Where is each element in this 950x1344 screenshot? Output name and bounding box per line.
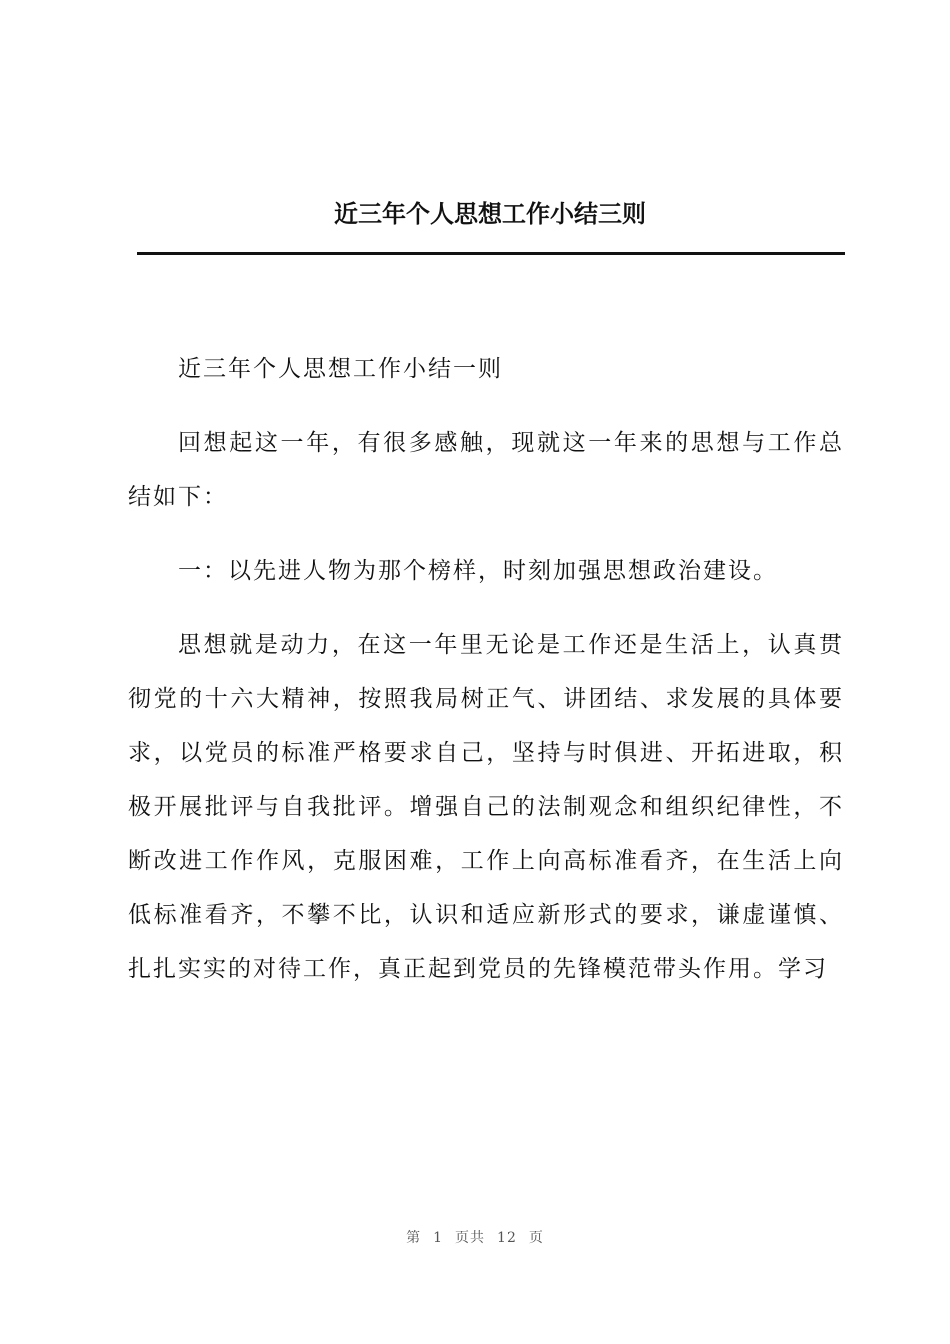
footer-mid: 页共 <box>455 1230 486 1246</box>
document-title: 近三年个人思想工作小结三则 <box>334 199 646 228</box>
section-heading: 近三年个人思想工作小结一则 <box>178 356 503 382</box>
total-pages-number: 12 <box>497 1230 517 1246</box>
point-heading: 一：以先进人物为那个榜样，时刻加强思想政治建设。 <box>178 558 778 584</box>
footer-suffix: 页 <box>528 1230 544 1246</box>
body-paragraph: 思想就是动力，在这一年里无论是工作还是生活上，认真贯彻党的十六大精神，按照我局树正气、讲团结、求发展的具体要求，以党员的标准严格要求自己，坚持与时俱进、开拓进取，积极开展批评与自我批评。增强自己的法制观念和组织纪律性，不断改进工作作风，克服困难，工作上向高标准看齐，在生活上向低标准看齐，不攀不比，认识和适应新形式的要求，谦虚谨慎、扎扎实实的对待工作，真正起到党员的先锋模范带头作用。学习 <box>128 632 844 982</box>
document-body <box>128 342 844 1016</box>
current-page-number: 1 <box>433 1230 444 1246</box>
body-paragraph: 回想起这一年，有很多感触，现就这一年来的思想与工作总结如下： <box>128 430 844 510</box>
footer-prefix: 第 <box>406 1230 422 1246</box>
page-footer <box>0 1227 950 1247</box>
title-underline <box>137 252 845 255</box>
